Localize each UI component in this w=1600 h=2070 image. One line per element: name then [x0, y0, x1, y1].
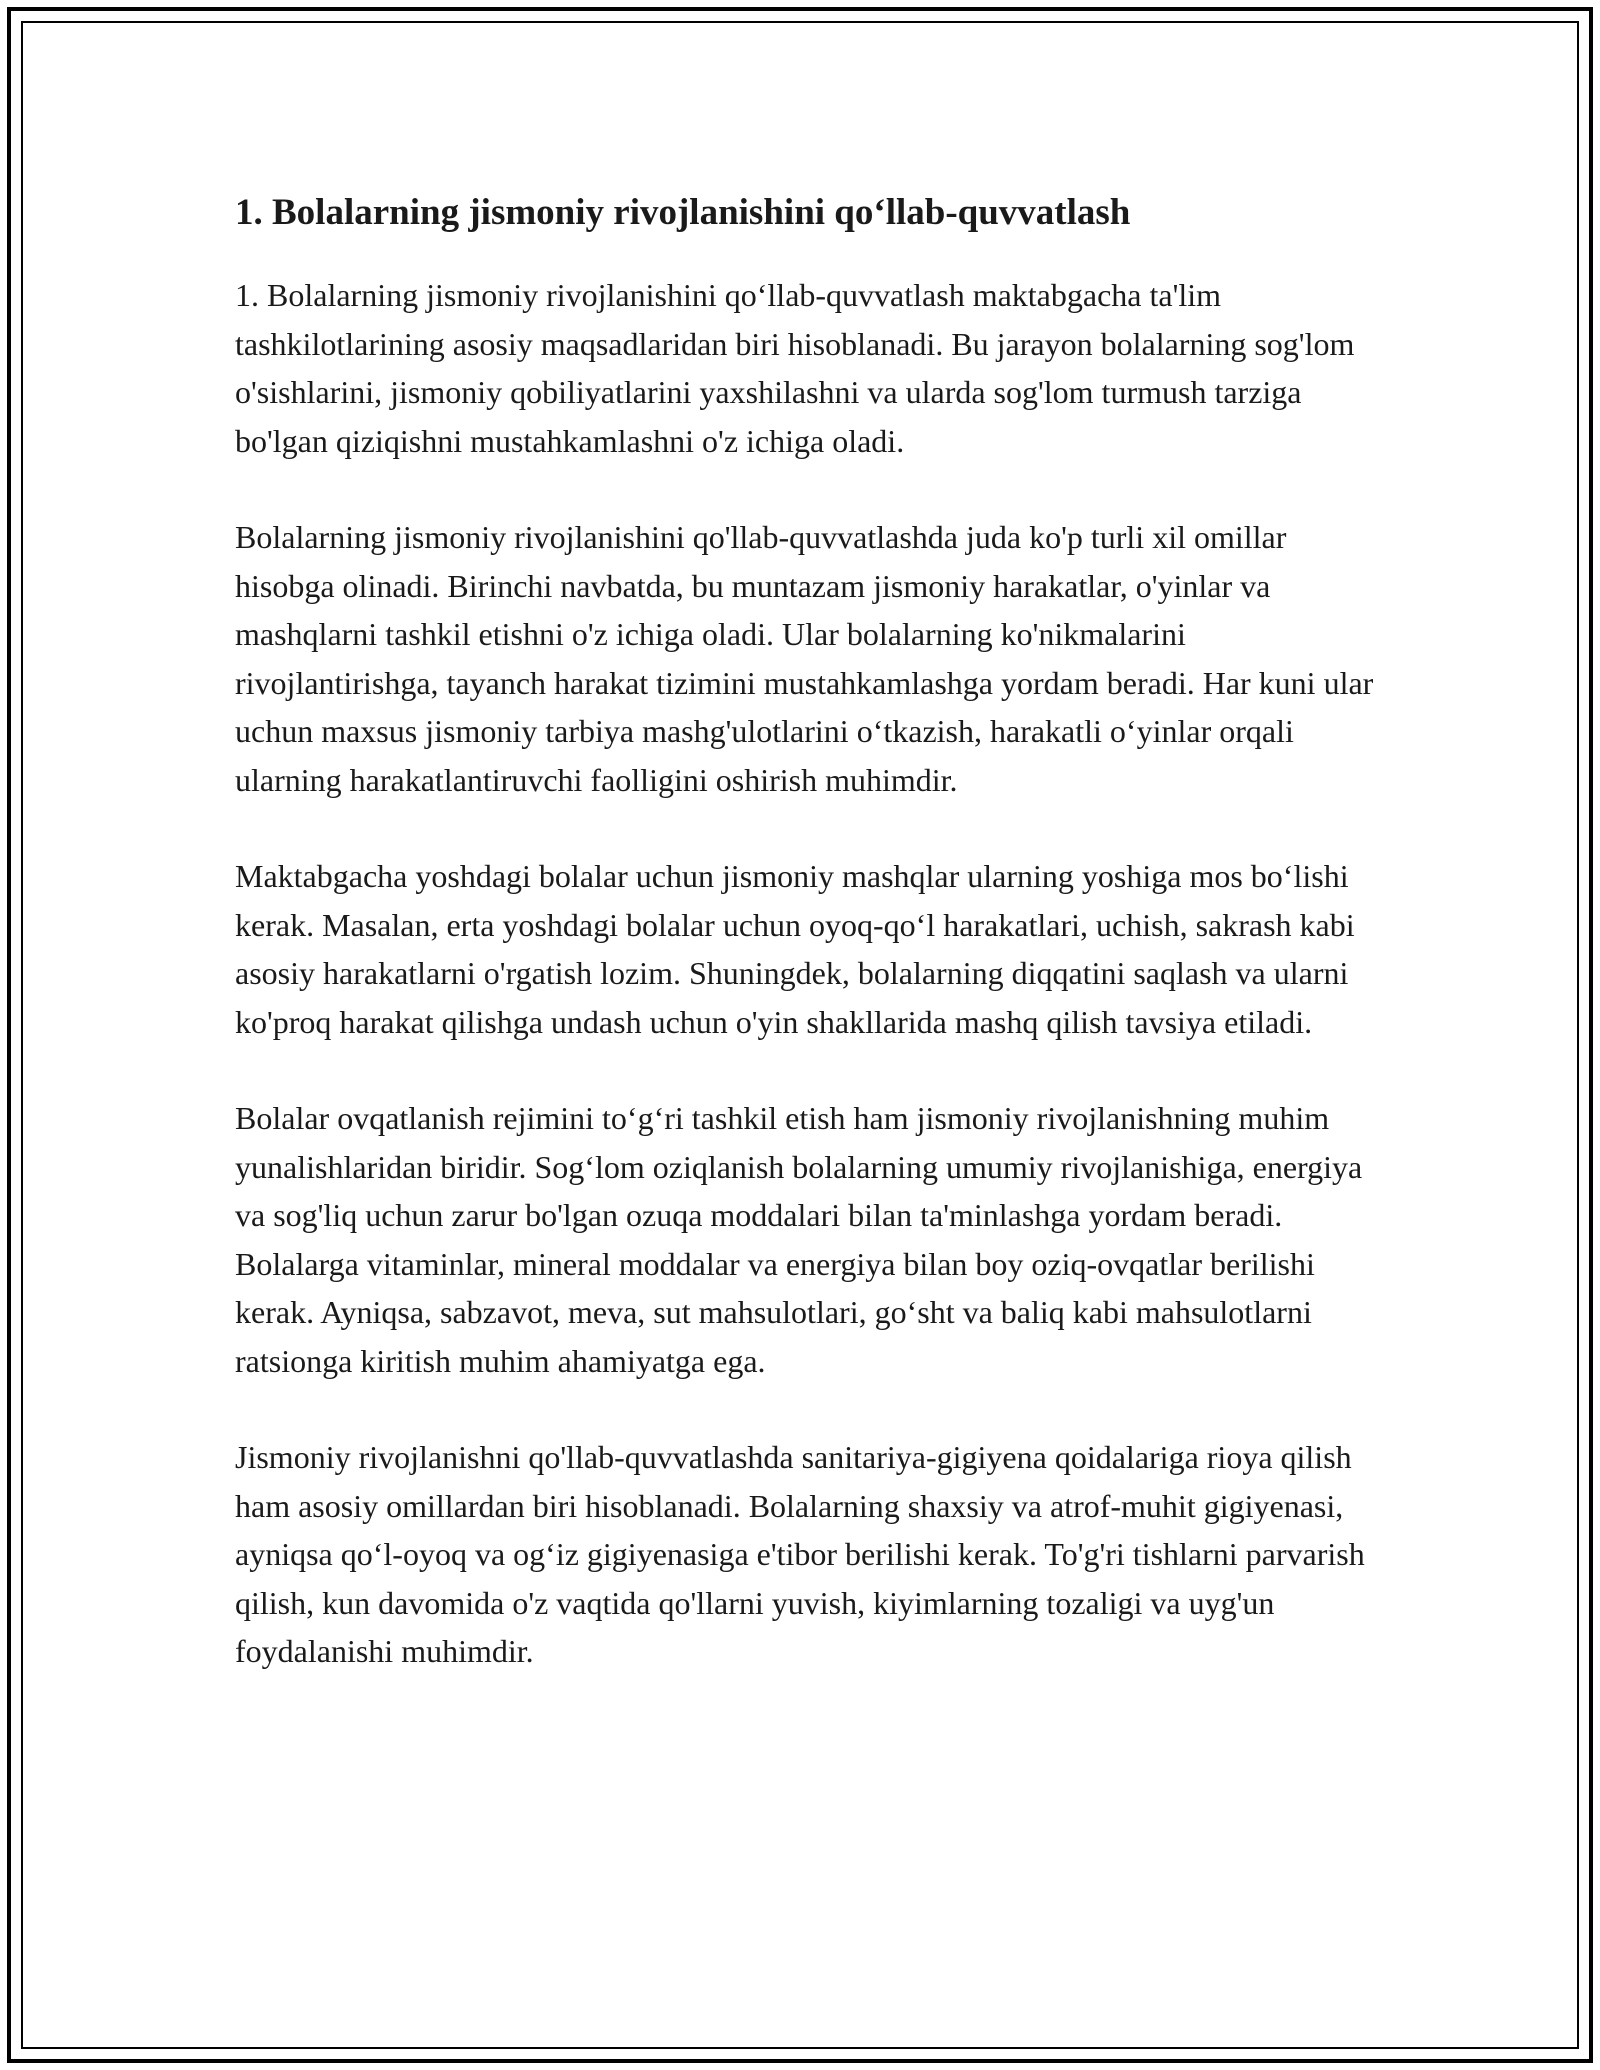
paragraph-nutrition: Bolalar ovqatlanish rejimini to‘g‘ri tashkil etish ham jismoniy rivojlanishning muhim yunalishlaridan biridir. Sog‘lom oziqlanish bolalarning umumiy rivojlanishiga, energiya va sog'liq uchun zarur bo'lgan ozuqa moddalari bilan ta'minlashga yordam beradi. Bolalarga vitaminlar, mineral moddalar va energiya bilan boy oziq-ovqatlar berilishi kerak. Ayniqsa, sabzavot, meva, sut mahsulotlari, go‘sht va baliq kabi mahsulotlarni ratsionga kiritish muhim ahamiyatga ega. [235, 1100, 1363, 1379]
paragraph-intro: 1. Bolalarning jismoniy rivojlanishini qo‘llab-quvvatlash maktabgacha ta'lim tashkilotlarining asosiy maqsadlaridan biri hisoblanadi. Bu jarayon bolalarning sog'lom o'sishlarini, jismoniy qobiliyatlarini yaxshilashni va ularda sog'lom turmush tarziga bo'lgan qiziqishni mustahkamlashni o'z ichiga oladi. [235, 277, 1355, 459]
document-title: 1. Bolalarning jismoniy rivojlanishini qo‘llab-quvvatlash [235, 192, 1131, 233]
document-body [235, 183, 1375, 1676]
paragraph-hygiene: Jismoniy rivojlanishni qo'llab-quvvatlashda sanitariya-gigiyena qoidalariga rioya qilish ham asosiy omillardan biri hisoblanadi. Bolalarning shaxsiy va atrof-muhit gigiyenasi, ayniqsa qo‘l-oyoq va og‘iz gigiyenasiga e'tibor berilishi kerak. To'g'ri tishlarni parvarish qilish, kun davomida o'z vaqtida qo'llarni yuvish, kiyimlarning tozaligi va uyg'un foydalanishi muhimdir. [235, 1439, 1365, 1669]
paragraph-exercises: Maktabgacha yoshdagi bolalar uchun jismoniy mashqlar ularning yoshiga mos bo‘lishi kerak. Masalan, erta yoshdagi bolalar uchun oyoq-qo‘l harakatlari, uchish, sakrash kabi asosiy harakatlarni o'rgatish lozim. Shuningdek, bolalarning diqqatini saqlash va ularni ko'proq harakat qilishga undash uchun o'yin shakllarida mashq qilish tavsiya etiladi. [235, 858, 1355, 1040]
paragraph-factors: Bolalarning jismoniy rivojlanishini qo'llab-quvvatlashda juda ko'p turli xil omillar hisobga olinadi. Birinchi navbatda, bu muntazam jismoniy harakatlar, o'yinlar va mashqlarni tashkil etishni o'z ichiga oladi. Ular bolalarning ko'nikmalarini rivojlantirishga, tayanch harakat tizimini mustahkamlashga yordam beradi. Har kuni ular uchun maxsus jismoniy tarbiya mashg'ulotlarini o‘tkazish, harakatli o‘yinlar orqali ularning harakatlantiruvchi faolligini oshirish muhimdir. [235, 519, 1374, 798]
